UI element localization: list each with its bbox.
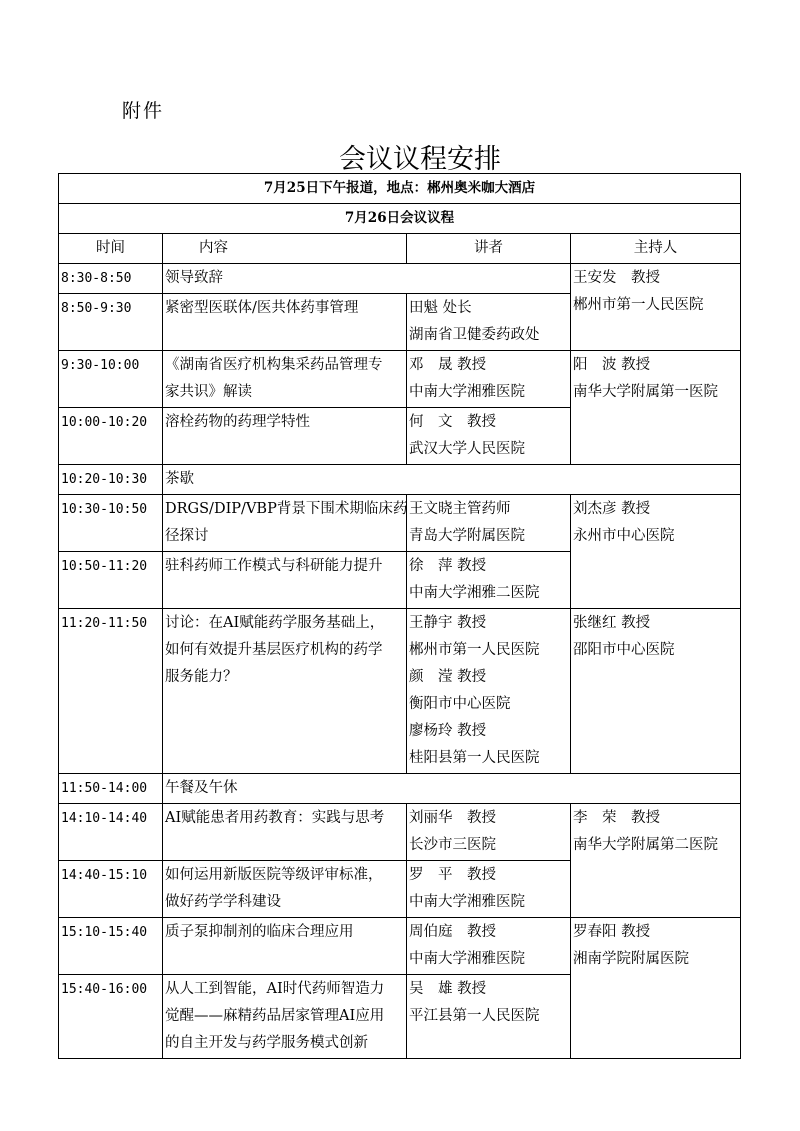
table-row	[59, 264, 741, 294]
content-line: AI赋能患者用药教育：实践与思考	[165, 810, 385, 826]
table-row	[59, 465, 741, 495]
content-cell	[163, 351, 407, 408]
speaker-cell	[407, 918, 571, 975]
host-cell	[571, 264, 741, 351]
agenda-table	[58, 173, 741, 1059]
speaker-name: 周伯庭 教授	[409, 924, 496, 940]
speaker-cell	[407, 294, 571, 351]
content-cell	[163, 804, 407, 861]
time-cell: 10:20-10:30	[59, 465, 163, 495]
host-cell	[571, 918, 741, 1059]
host-cell	[571, 804, 741, 918]
speaker-affiliation: 青岛大学附属医院	[409, 528, 525, 544]
speaker-affiliation: 郴州市第一人民医院	[409, 642, 540, 658]
speaker-name: 吴 雄 教授	[409, 981, 487, 997]
speaker-affiliation: 长沙市三医院	[409, 837, 496, 853]
speaker-name: 刘丽华 教授	[409, 810, 496, 826]
host-name: 李 荣 教授	[573, 810, 660, 826]
table-row	[59, 609, 741, 774]
content-line: 溶栓药物的药理学特性	[165, 414, 310, 430]
content-line: 《湖南省医疗机构集采药品管理专	[165, 357, 383, 373]
content-line: 领导致辞	[165, 270, 223, 286]
host-cell	[571, 495, 741, 609]
speaker-affiliation: 武汉大学人民医院	[409, 441, 525, 457]
time-cell: 11:20-11:50	[59, 609, 163, 774]
table-row	[59, 351, 741, 408]
speaker-affiliation: 中南大学湘雅二医院	[409, 585, 540, 601]
host-name: 刘杰彦 教授	[573, 501, 651, 517]
host-name: 张继红 教授	[573, 615, 651, 631]
content-line: 如何有效提升基层医疗机构的药学	[165, 642, 383, 658]
host-cell	[571, 609, 741, 774]
speaker-cell	[407, 552, 571, 609]
table-row	[59, 918, 741, 975]
content-line: 如何运用新版医院等级评审标准，	[165, 867, 383, 883]
attachment-label: 附件	[122, 100, 165, 122]
content-line: 从人工到智能，AI时代药师智造力	[165, 981, 385, 997]
speaker-cell	[407, 861, 571, 918]
speaker-cell	[407, 495, 571, 552]
time-cell: 15:10-15:40	[59, 918, 163, 975]
content-line: 的自主开发与药学服务模式创新	[165, 1035, 368, 1051]
speaker-affiliation: 湖南省卫健委药政处	[409, 327, 540, 343]
table-row	[59, 495, 741, 552]
table-row	[59, 774, 741, 804]
content-line: DRGS/DIP/VBP背景下围术期临床药	[165, 501, 408, 517]
host-affiliation: 郴州市第一人民医院	[573, 297, 704, 313]
registration-row	[59, 174, 741, 204]
time-cell: 14:10-14:40	[59, 804, 163, 861]
page-title: 会议议程安排	[339, 144, 501, 175]
speaker-cell	[407, 804, 571, 861]
speaker-affiliation: 中南大学湘雅医院	[409, 951, 525, 967]
content-cell	[163, 465, 741, 495]
content-cell	[163, 975, 407, 1059]
time-cell: 9:30-10:00	[59, 351, 163, 408]
speaker-cell	[407, 351, 571, 408]
speaker-affiliation: 中南大学湘雅医院	[409, 894, 525, 910]
header-host: 主持人	[571, 234, 741, 264]
speaker-affiliation: 衡阳市中心医院	[409, 696, 511, 712]
speaker-name: 田魁 处长	[409, 300, 472, 316]
time-cell: 8:50-9:30	[59, 294, 163, 351]
header-content: 内容	[163, 234, 407, 264]
speaker-name: 何 文 教授	[409, 414, 496, 430]
host-cell	[571, 351, 741, 465]
host-affiliation: 湘南学院附属医院	[573, 951, 689, 967]
speaker-name: 邓 晟 教授	[409, 357, 487, 373]
host-affiliation: 南华大学附属第二医院	[573, 837, 718, 853]
host-name: 阳 波 教授	[573, 357, 651, 373]
speaker-name: 徐 萍 教授	[409, 558, 487, 574]
day-row	[59, 204, 741, 234]
content-cell	[163, 408, 407, 465]
host-affiliation: 永州市中心医院	[573, 528, 675, 544]
host-affiliation: 邵阳市中心医院	[573, 642, 675, 658]
speaker-cell	[407, 408, 571, 465]
content-cell	[163, 552, 407, 609]
content-cell	[163, 609, 407, 774]
speaker-name: 廖杨玲 教授	[409, 723, 487, 739]
speaker-name: 罗 平 教授	[409, 867, 496, 883]
content-cell	[163, 774, 741, 804]
content-cell	[163, 861, 407, 918]
content-cell	[163, 294, 407, 351]
speaker-cell	[407, 975, 571, 1059]
content-line: 觉醒——麻精药品居家管理AI应用	[165, 1008, 385, 1024]
host-affiliation: 南华大学附属第一医院	[573, 384, 718, 400]
registration-info: 7月25日下午报道，地点：郴州奥米咖大酒店	[59, 174, 741, 204]
content-line: 做好药学学科建设	[165, 894, 281, 910]
time-cell: 8:30-8:50	[59, 264, 163, 294]
speaker-cell	[407, 609, 571, 774]
header-row	[59, 234, 741, 264]
speaker-name: 王文晓主管药师	[409, 501, 511, 517]
time-cell: 14:40-15:10	[59, 861, 163, 918]
speaker-name: 颜 滢 教授	[409, 669, 487, 685]
day-title: 7月26日会议议程	[59, 204, 741, 234]
speaker-affiliation: 中南大学湘雅医院	[409, 384, 525, 400]
time-cell: 15:40-16:00	[59, 975, 163, 1059]
time-cell: 11:50-14:00	[59, 774, 163, 804]
time-cell: 10:30-10:50	[59, 495, 163, 552]
content-line: 茶歇	[165, 471, 194, 487]
content-cell	[163, 918, 407, 975]
content-line: 驻科药师工作模式与科研能力提升	[165, 558, 383, 574]
speaker-affiliation: 桂阳县第一人民医院	[409, 750, 540, 766]
content-line: 讨论：在AI赋能药学服务基础上，	[165, 615, 385, 631]
content-line: 服务能力？	[165, 669, 238, 685]
speaker-name: 王静宇 教授	[409, 615, 487, 631]
content-cell	[163, 495, 407, 552]
time-cell: 10:50-11:20	[59, 552, 163, 609]
content-line: 家共识》解读	[165, 384, 252, 400]
content-line: 午餐及午休	[165, 780, 238, 796]
host-name: 罗春阳 教授	[573, 924, 651, 940]
content-line: 紧密型医联体/医共体药事管理	[165, 300, 359, 316]
speaker-affiliation: 平江县第一人民医院	[409, 1008, 540, 1024]
header-speaker: 讲者	[407, 234, 571, 264]
time-cell: 10:00-10:20	[59, 408, 163, 465]
content-line: 质子泵抑制剂的临床合理应用	[165, 924, 354, 940]
content-cell	[163, 264, 571, 294]
host-name: 王安发 教授	[573, 270, 660, 286]
content-line: 径探讨	[165, 528, 209, 544]
header-time: 时间	[59, 234, 163, 264]
table-row	[59, 804, 741, 861]
